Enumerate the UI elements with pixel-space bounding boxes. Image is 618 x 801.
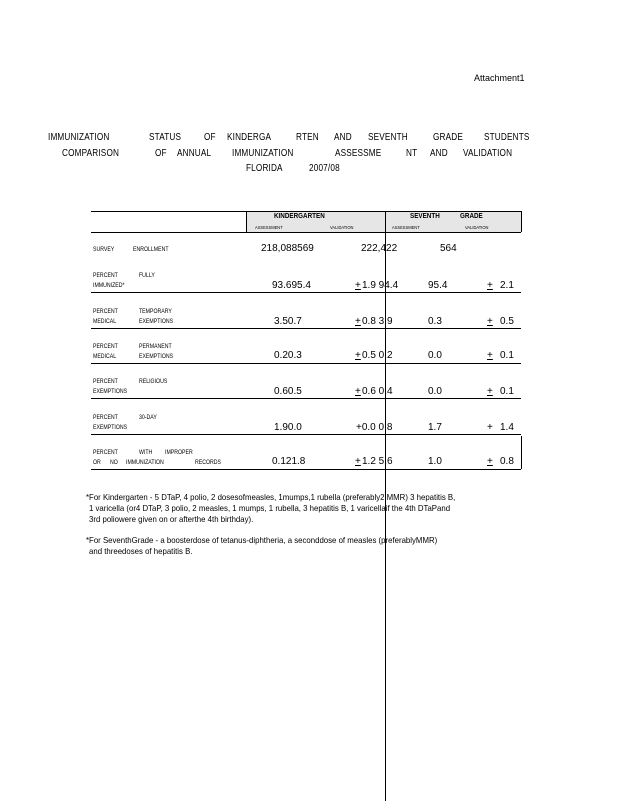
row-rule bbox=[91, 363, 521, 364]
row-label: OR bbox=[93, 459, 101, 466]
title-word: OF bbox=[204, 132, 216, 143]
row-label: IMPROPER bbox=[165, 449, 193, 456]
title-word: ANNUAL bbox=[177, 148, 212, 159]
k-validation-subheader: VALIDATION bbox=[330, 225, 354, 230]
title-word: KINDERGA bbox=[227, 132, 272, 143]
row-label: PERCENT bbox=[93, 449, 118, 456]
title-word: ASSESSME bbox=[335, 148, 382, 159]
footnote-kindergarten-line: 1 varicella (or4 DTaP, 3 polio, 2 measles, 1 mumps, 1 rubella, 3 hepatitis B, 1 varicellaif the 4th DTaPand bbox=[89, 503, 451, 513]
k-validation-value: 1.2 5.6 bbox=[362, 456, 393, 467]
row-label: WITH bbox=[139, 449, 153, 456]
row-label: RELIGIOUS bbox=[139, 378, 168, 385]
title-word: IMMUNIZATION bbox=[48, 132, 110, 143]
seventh-header: SEVENTH bbox=[410, 213, 440, 220]
s-validation-value: 0.5 bbox=[500, 316, 514, 327]
plus-minus-sign: + bbox=[487, 280, 493, 291]
row-label: EXEMPTIONS bbox=[139, 318, 174, 325]
title-word: AND bbox=[334, 132, 352, 143]
row-label: IMMUNIZED* bbox=[93, 282, 125, 289]
title-word: 2007/08 bbox=[309, 163, 340, 174]
row-rule bbox=[91, 328, 521, 329]
plus-minus-sign: + bbox=[355, 280, 361, 291]
row-label: FULLY bbox=[139, 272, 155, 279]
row-label: RECORDS bbox=[195, 459, 222, 466]
header-bottom-rule bbox=[91, 232, 521, 233]
k-assessment-subheader: ASSESSMENT bbox=[255, 225, 283, 230]
title-word: STATUS bbox=[149, 132, 182, 143]
header-left-rule bbox=[246, 211, 247, 232]
title-word: COMPARISON bbox=[62, 148, 120, 159]
k-validation-value: 1.9 94.4 bbox=[362, 280, 399, 291]
s-validation-subheader: VALIDATION bbox=[465, 225, 489, 230]
row-label: PERMANENT bbox=[139, 343, 172, 350]
plus-minus-sign: + bbox=[355, 386, 361, 397]
title-word: NT bbox=[406, 148, 418, 159]
title-word: IMMUNIZATION bbox=[232, 148, 294, 159]
row-label: PERCENT bbox=[93, 343, 118, 350]
row-label: PERCENT bbox=[93, 308, 118, 315]
plus-minus-sign: + bbox=[355, 316, 361, 327]
s-assessment-value: 1.7 bbox=[428, 422, 442, 433]
footnote-kindergarten-line: 3rd poliowere given on or afterthe 4th birthday). bbox=[89, 514, 254, 524]
s-validation-value: 0.8 bbox=[500, 456, 514, 467]
title-word: GRADE bbox=[433, 132, 463, 143]
header-right-rule bbox=[521, 211, 522, 232]
row-label: PERCENT bbox=[93, 272, 118, 279]
row-label: PERCENT bbox=[93, 414, 118, 421]
s-assessment-value: 0.3 bbox=[428, 316, 442, 327]
k-assessment-value: 0.20.3 bbox=[274, 350, 302, 361]
k-validation-value: +0.0 0.8 bbox=[356, 422, 393, 433]
row-label: MEDICAL bbox=[93, 318, 117, 325]
grade-header: GRADE bbox=[460, 213, 483, 220]
k-assessment-value: 93.695.4 bbox=[272, 280, 311, 291]
table-top-rule bbox=[91, 211, 521, 212]
s-assessment-value: 1.0 bbox=[428, 456, 442, 467]
row-label: 30-DAY bbox=[139, 414, 157, 421]
k-assessment-value: 0.60.5 bbox=[274, 386, 302, 397]
k-validation-value: 222,422 bbox=[361, 243, 398, 254]
row-label: ENROLLMENT bbox=[133, 246, 169, 253]
s-assessment-value: 95.4 bbox=[428, 280, 448, 291]
row-label: EXEMPTIONS bbox=[139, 353, 174, 360]
plus-sign: + bbox=[487, 422, 493, 433]
row-rule bbox=[91, 292, 521, 293]
row-label: TEMPORARY bbox=[139, 308, 172, 315]
footnote-seventh-line: *For SeventhGrade - a boosterdose of tetanus-diphtheria, a seconddose of measles (preferablyMMR) bbox=[86, 535, 438, 545]
row-label: EXEMPTIONS bbox=[93, 424, 128, 431]
title-word: RTEN bbox=[296, 132, 319, 143]
plus-minus-sign: + bbox=[355, 456, 361, 467]
plus-minus-sign: + bbox=[487, 350, 493, 361]
row-label: SURVEY bbox=[93, 246, 115, 253]
s-validation-value: 2.1 bbox=[500, 280, 514, 291]
table-right-rule bbox=[521, 436, 522, 469]
footnote-kindergarten-line: *For Kindergarten - 5 DTaP, 4 polio, 2 dosesofmeasles, 1mumps,1 rubella (preferably2 MMR) 3 hepatitis B, bbox=[86, 492, 456, 502]
row-label: PERCENT bbox=[93, 378, 118, 385]
plus-minus-sign: + bbox=[487, 316, 493, 327]
attachment-label: Attachment1 bbox=[474, 73, 525, 83]
s-assessment-value: 0.0 bbox=[428, 350, 442, 361]
plus-minus-sign: + bbox=[355, 350, 361, 361]
k-assessment-value: 3.50.7 bbox=[274, 316, 302, 327]
row-label: EXEMPTIONS bbox=[93, 388, 128, 395]
title-word: VALIDATION bbox=[463, 148, 513, 159]
s-assessment-value: 0.0 bbox=[428, 386, 442, 397]
k-validation-value: 0.8 3.9 bbox=[362, 316, 393, 327]
s-assessment-value: 564 bbox=[440, 243, 457, 254]
row-label: NO bbox=[110, 459, 118, 466]
title-word: SEVENTH bbox=[368, 132, 408, 143]
k-assessment-value: 0.121.8 bbox=[272, 456, 306, 467]
k-validation-value: 0.5 0.2 bbox=[362, 350, 393, 361]
row-rule bbox=[91, 398, 521, 399]
k-assessment-value: 1.90.0 bbox=[274, 422, 302, 433]
s-assessment-subheader: ASSESSMENT bbox=[392, 225, 420, 230]
row-rule bbox=[91, 434, 521, 435]
s-validation-value: 1.4 bbox=[500, 422, 514, 433]
plus-minus-sign: + bbox=[487, 386, 493, 397]
s-validation-value: 0.1 bbox=[500, 350, 514, 361]
title-word: AND bbox=[430, 148, 448, 159]
s-validation-value: 0.1 bbox=[500, 386, 514, 397]
title-word: OF bbox=[155, 148, 167, 159]
kindergarten-header: KINDERGARTEN bbox=[274, 213, 325, 220]
table-bottom-rule bbox=[91, 469, 521, 470]
title-word: STUDENTS bbox=[484, 132, 530, 143]
row-label: IMMUNIZATION bbox=[126, 459, 164, 466]
k-validation-value: 0.6 0.4 bbox=[362, 386, 393, 397]
title-word: FLORIDA bbox=[246, 163, 283, 174]
plus-minus-sign: + bbox=[487, 456, 493, 467]
footnote-seventh-line: and threedoses of hepatitis B. bbox=[89, 546, 193, 556]
row-label: MEDICAL bbox=[93, 353, 117, 360]
k-assessment-value: 218,088569 bbox=[261, 243, 314, 254]
